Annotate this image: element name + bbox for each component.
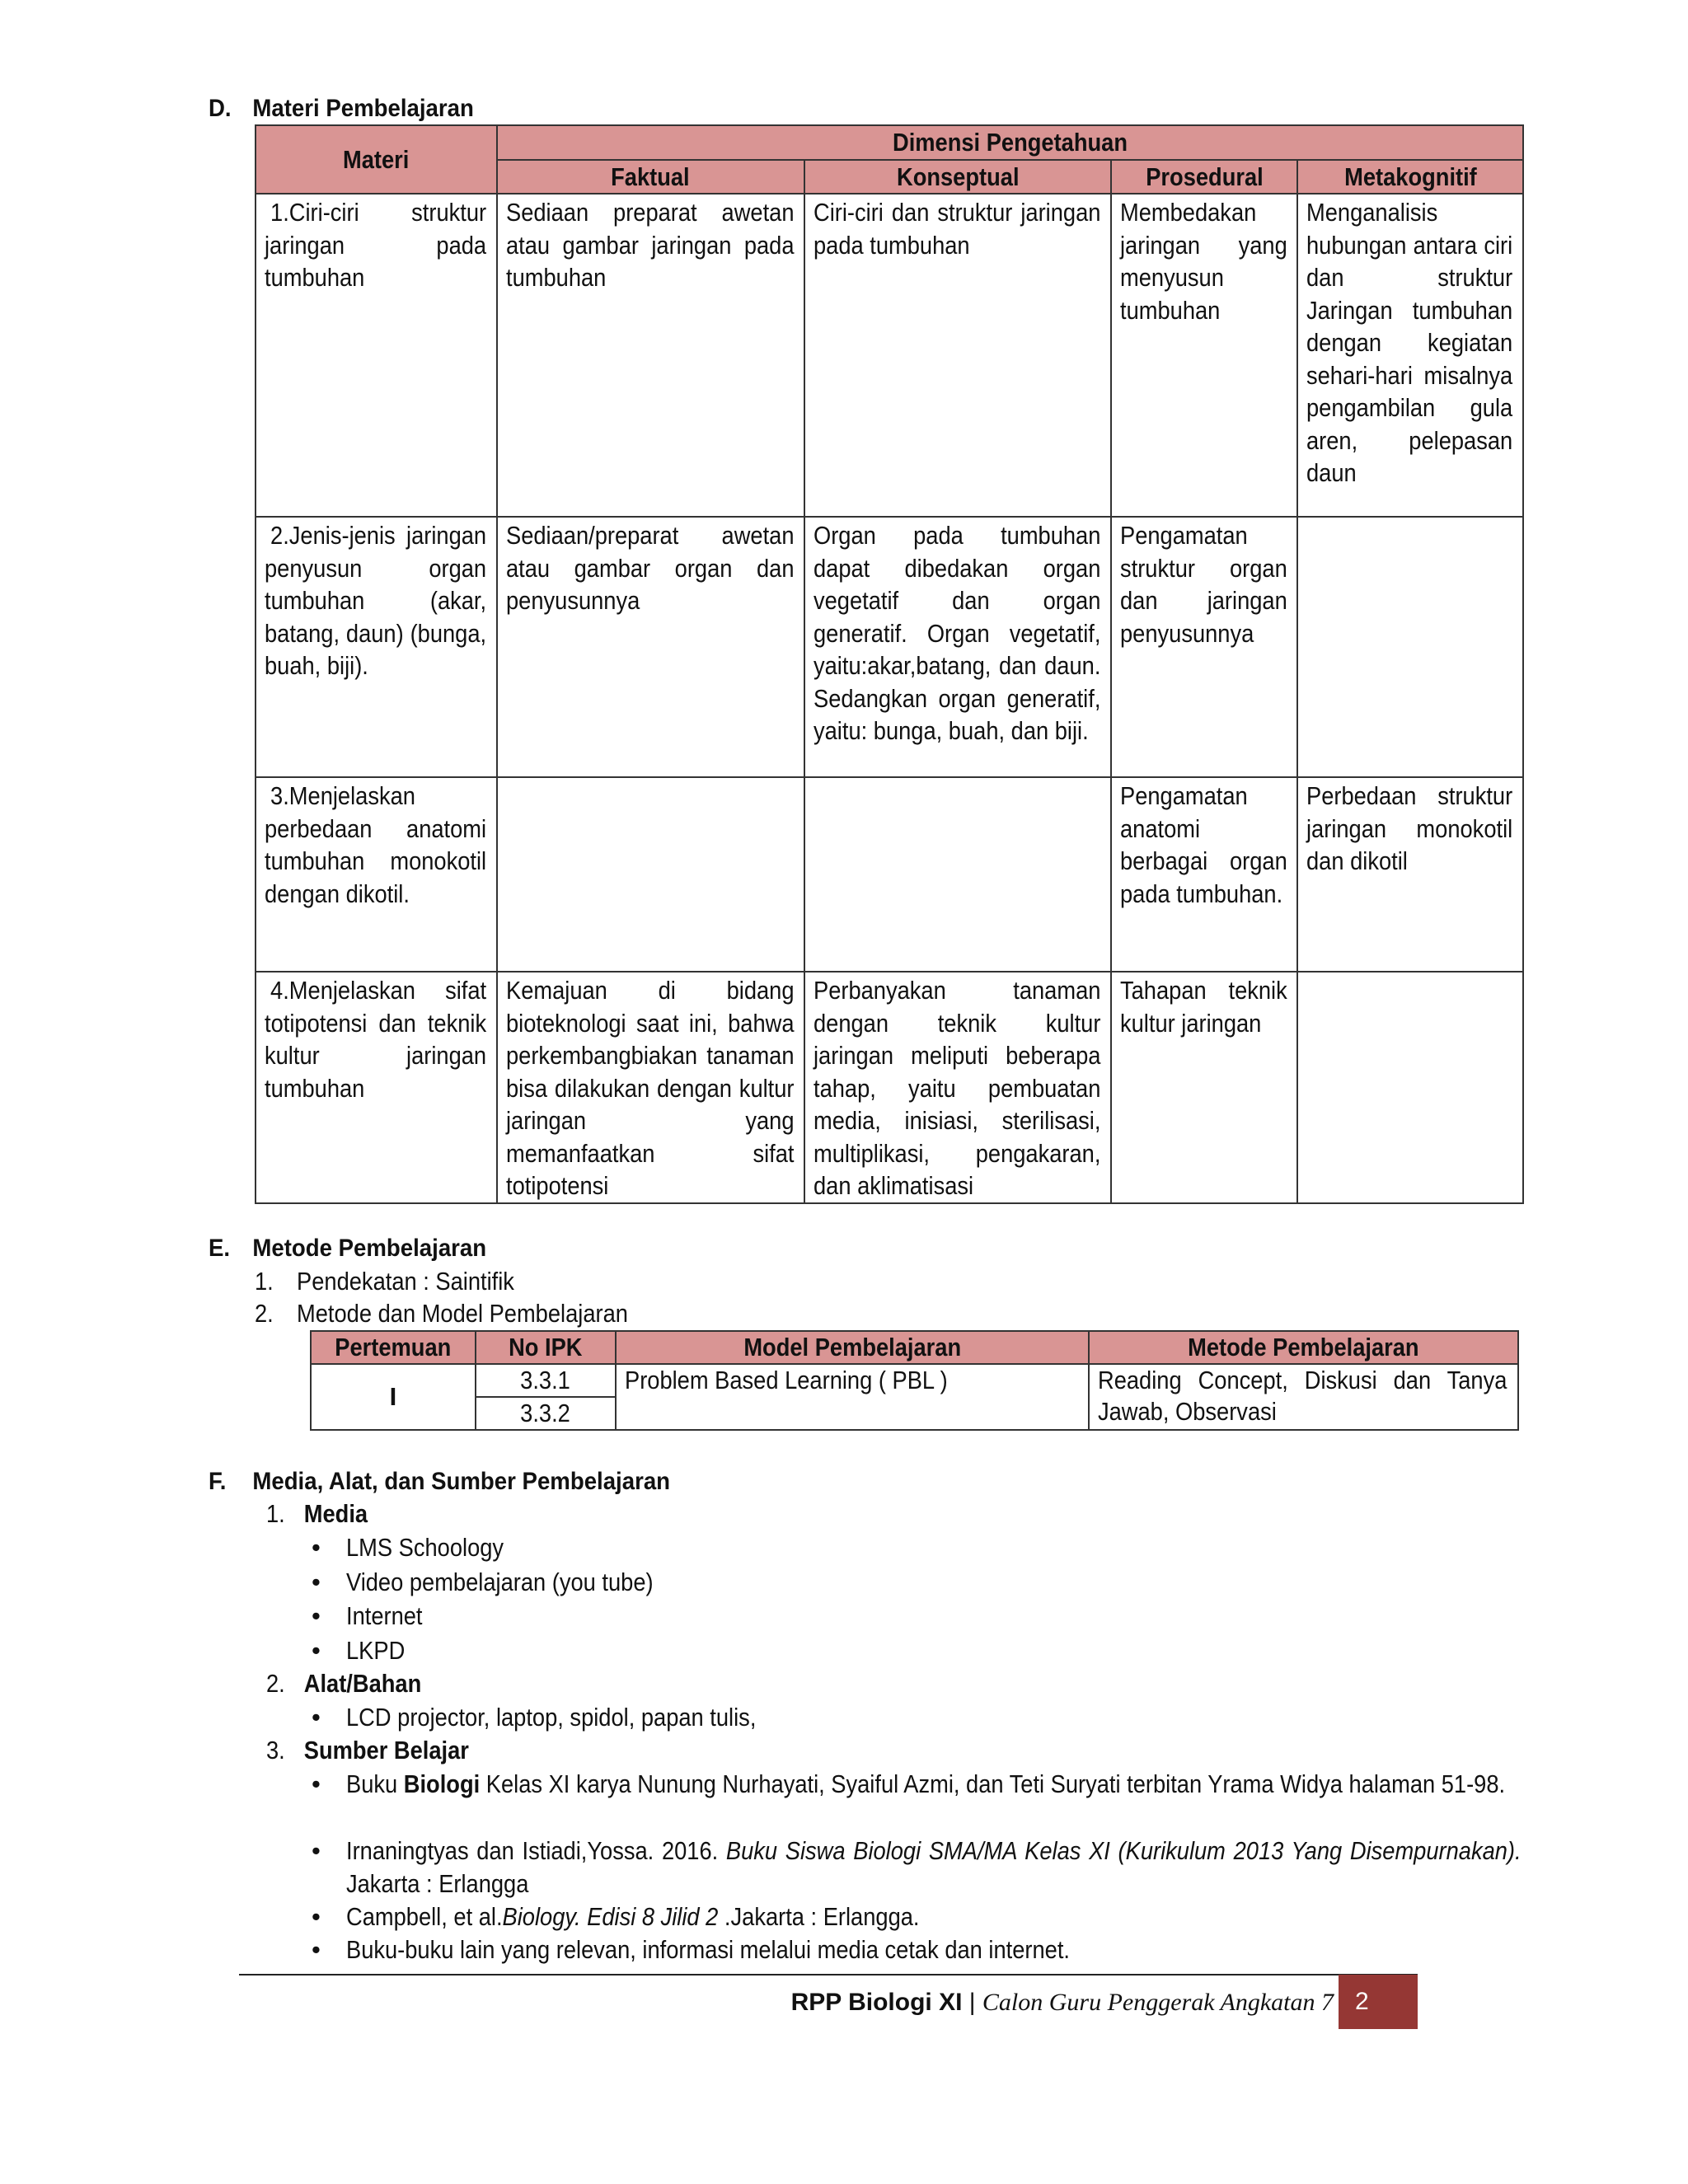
cell-prosedural: Pengamatan struktur organ dan jaringan penyusunnya: [1111, 517, 1297, 777]
cell-faktual: [497, 777, 804, 972]
header-faktual: Faktual: [497, 160, 804, 194]
header-materi: Materi: [256, 125, 497, 194]
cell-prosedural: Pengamatan anatomi berbagai organ pada tumbuhan.: [1111, 777, 1297, 972]
cell-metakognitif: Menganalisis hubungan antara ciri dan struktur Jaringan tumbuhan dengan kegiatan sehari-hari misalnya pengambilan gula aren, pelepasan daun: [1297, 194, 1523, 517]
section-e-title: Metode Pembelajaran: [252, 1235, 487, 1262]
list-item: • Buku Biologi Kelas XI karya Nunung Nurhayati, Syaiful Azmi, dan Teti Suryati terbitan Yrama Widya halaman 51-98.: [312, 1769, 1506, 1798]
list-item: • Irnaningtyas dan Istiadi,Yossa. 2016. Buku Siswa Biologi SMA/MA Kelas XI (Kurikulum 2013 Yang Disempurnakan). Jakarta : Erlangga: [312, 1836, 1522, 1898]
cell-ipk: 3.3.1: [476, 1364, 616, 1397]
cell-faktual: Sediaan/preparat awetan atau gambar organ dan penyusunnya: [497, 517, 804, 777]
cell-metakognitif: Perbedaan struktur jaringan monokotil dan dikotil: [1297, 777, 1523, 972]
header-pertemuan: Pertemuan: [311, 1331, 476, 1364]
header-model: Model Pembelajaran: [616, 1331, 1089, 1364]
header-metakognitif: Metakognitif: [1297, 160, 1523, 194]
table-row: [311, 1364, 1518, 1397]
page-number: 2: [1339, 1975, 1418, 2029]
metode-item-1: 1. Pendekatan : Saintifik: [255, 1267, 514, 1296]
section-e-heading: [209, 1232, 486, 1265]
cell-konseptual: Organ pada tumbuhan dapat dibedakan organ vegetatif dan organ generatif. Organ vegetatif, yaitu:akar,batang, dan daun. Sedangkan organ generatif, yaitu: bunga, buah, dan biji.: [804, 517, 1111, 777]
cell-materi: 4.Menjelaskan sifat totipotensi dan teknik kultur jaringan tumbuhan: [256, 972, 497, 1203]
footer-brand: RPP Biologi XI: [790, 1989, 963, 2016]
section-d-heading: [209, 92, 474, 125]
section-d-title: Materi Pembelajaran: [252, 95, 474, 122]
table-row: [256, 517, 1523, 777]
cell-faktual: Kemajuan di bidang bioteknologi saat ini, bahwa perkembangbiakan tanaman bisa dilakukan dengan kultur jaringan yang memanfaatkan sifat totipotensi: [497, 972, 804, 1203]
media-heading: 1. Media: [266, 1499, 368, 1528]
section-e-letter: E.: [209, 1235, 231, 1262]
header-metode: Metode Pembelajaran: [1089, 1331, 1518, 1364]
footer-rule: [239, 1974, 1418, 1975]
cell-ipk: 3.3.2: [476, 1397, 616, 1430]
cell-metakognitif: [1297, 972, 1523, 1203]
cell-metakognitif: [1297, 517, 1523, 777]
header-konseptual: Konseptual: [804, 160, 1111, 194]
header-prosedural: Prosedural: [1111, 160, 1297, 194]
section-f-letter: F.: [209, 1468, 227, 1495]
document-page: D. Materi Pembelajaran Materi Dimensi Pengetahuan Faktual Konseptual Prosedural Metakognitif 1.Ciri-ciri struktur jaringan pada tumbuhan Sediaan preparat awetan atau gambar jaringan pada tumbuhan Ciri-ciri dan struktur jaringan pada tumbuhan Membedakan jaringan yang menyusun tumbuhan Menganalisis hubungan antara ciri dan struktur Jaringan tumbuhan dengan kegiatan sehari-hari misalnya pengambilan gula aren, pelepasan daun 2.Jenis-jenis jaringan penyusun organ tumbuhan (akar, batang, daun) (bunga, buah, biji). Sediaan/preparat awetan atau gambar organ dan penyusunnya Organ pada tumbuhan dapat dibedakan organ vegetatif dan organ generatif. Organ vegetatif, yaitu:akar,batang, dan daun. Sedangkan organ generatif, yaitu: bunga, buah, dan biji. Pengamatan struktur organ dan jaringan penyusunnya 3.Menjelaskan perbedaan anatomi tumbuhan monokotil dengan dikotil. Pengamatan anatomi berbagai organ pada tumbuhan. Perbedaan struktur jaringan monokotil dan dikotil 4.Menjelaskan sifat totipotensi dan teknik kultur jaringan tumbuhan Kemajuan di bidang bioteknologi saat ini, bahwa perkembangbiakan tanaman bisa dilakukan dengan kultur jaringan yang memanfaatkan sifat totipotensi Perbanyakan tanaman dengan teknik kultur jaringan meliputi beberapa tahap, yaitu pembuatan media, inisiasi, sterilisasi, multiplikasi, pengakaran, dan aklimatisasi Tahapan teknik kultur jaringan E. Metode Pembelajaran 1. Pendekatan : Saintifik 2. Metode dan Model Pembelajaran Pertemuan No IPK Model Pembelajaran Metode Pembelajaran I 3.3.1 Problem Based Learning ( PBL ) Reading Concept, Diskusi dan Tanya Jawab, Observasi 3.3.2 F. Media, Alat, dan Sumber Pembelajaran 1. Media • LMS Schoology • Video pembelajaran (you tube) • Internet • LKPD 2. Alat/Bahan • LCD projector, laptop, spidol, papan tulis, 3. Sumber Belajar • Buku Biologi Kelas XI karya Nunung Nurhayati, Syaiful Azmi, dan Teti Suryati terbitan Yrama Widya halaman 51-98. • Irnaningtyas dan Istiadi,Yossa. 2016. Buku Siswa Biologi SMA/MA Kelas XI (Kurikulum 2013 Yang Disempurnakan). Jakarta : Erlangga • Campbell, et al.Biology. Edisi 8 Jilid 2 .Jakarta : Erlangga. • Buku-buku lain yang relevan, informasi melalui media cetak dan internet. RPP Biologi XI | Calon Guru Penggerak Angkatan 7 2: [0, 0, 1688, 2184]
header-dimensi: Dimensi Pengetahuan: [497, 125, 1523, 160]
cell-konseptual: [804, 777, 1111, 972]
materi-header-row: [256, 125, 1523, 160]
metode-header-row: [311, 1331, 1518, 1364]
cell-konseptual: Ciri-ciri dan struktur jaringan pada tumbuhan: [804, 194, 1111, 517]
footer-subtitle: Calon Guru Penggerak Angkatan 7: [982, 1989, 1334, 2016]
cell-materi: 2.Jenis-jenis jaringan penyusun organ tumbuhan (akar, batang, daun) (bunga, buah, biji).: [256, 517, 497, 777]
alat-heading: 2. Alat/Bahan: [266, 1669, 422, 1698]
cell-materi: 1.Ciri-ciri struktur jaringan pada tumbuhan: [256, 194, 497, 517]
metode-item-2: 2. Metode dan Model Pembelajaran: [255, 1299, 628, 1328]
header-no-ipk: No IPK: [476, 1331, 616, 1364]
cell-prosedural: Tahapan teknik kultur jaringan: [1111, 972, 1297, 1203]
cell-pertemuan: I: [311, 1364, 476, 1430]
cell-prosedural: Membedakan jaringan yang menyusun tumbuhan: [1111, 194, 1297, 517]
section-f-title: Media, Alat, dan Sumber Pembelajaran: [252, 1468, 671, 1495]
cell-konseptual: Perbanyakan tanaman dengan teknik kultur jaringan meliputi beberapa tahap, yaitu pembuatan media, inisiasi, sterilisasi, multiplikasi, pengakaran, dan aklimatisasi: [804, 972, 1111, 1203]
cell-faktual: Sediaan preparat awetan atau gambar jaringan pada tumbuhan: [497, 194, 804, 517]
section-f-heading: [209, 1465, 670, 1498]
section-d-letter: D.: [209, 95, 232, 122]
materi-table: [255, 124, 1524, 1204]
metode-table: [310, 1330, 1519, 1431]
footer-separator: |: [968, 1989, 976, 2016]
sumber-heading: 3. Sumber Belajar: [266, 1736, 469, 1765]
table-row: [256, 972, 1523, 1203]
cell-metode: Reading Concept, Diskusi dan Tanya Jawab, Observasi: [1089, 1364, 1518, 1430]
cell-materi: 3.Menjelaskan perbedaan anatomi tumbuhan monokotil dengan dikotil.: [256, 777, 497, 972]
table-row: [256, 194, 1523, 517]
footer-text: [791, 1985, 1334, 2021]
table-row: [256, 777, 1523, 972]
cell-model: Problem Based Learning ( PBL ): [616, 1364, 1089, 1430]
